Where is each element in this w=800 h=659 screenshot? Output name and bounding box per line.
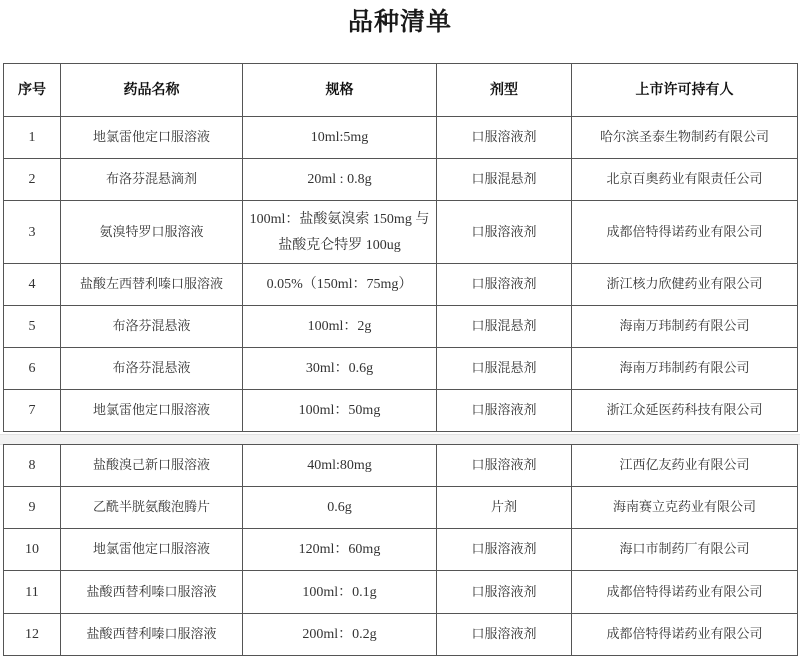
header-no: 序号 — [4, 64, 61, 117]
variety-table-part-1 — [3, 63, 798, 432]
cell-drug-name: 盐酸左西替利嗪口服溶液 — [61, 264, 243, 306]
table-row — [4, 445, 798, 487]
cell-drug-name: 地氯雷他定口服溶液 — [61, 390, 243, 432]
cell-dosage-form: 口服溶液剂 — [437, 117, 572, 159]
cell-drug-name: 盐酸西替利嗪口服溶液 — [61, 571, 243, 614]
table-row — [4, 529, 798, 571]
cell-dosage-form: 口服混悬剂 — [437, 306, 572, 348]
table-row — [4, 264, 798, 306]
table-row — [4, 159, 798, 201]
cell-drug-name: 盐酸西替利嗪口服溶液 — [61, 614, 243, 656]
cell-holder: 浙江众延医药科技有限公司 — [572, 390, 798, 432]
table-row — [4, 117, 798, 159]
cell-spec: 100ml：0.1g — [243, 571, 437, 614]
cell-spec: 20ml : 0.8g — [243, 159, 437, 201]
cell-drug-name: 乙酰半胱氨酸泡腾片 — [61, 487, 243, 529]
cell-spec: 120ml：60mg — [243, 529, 437, 571]
table-row — [4, 487, 798, 529]
cell-holder: 海口市制药厂有限公司 — [572, 529, 798, 571]
header-dosage-form: 剂型 — [437, 64, 572, 117]
cell-dosage-form: 口服混悬剂 — [437, 159, 572, 201]
cell-no: 1 — [4, 117, 61, 159]
cell-no: 7 — [4, 390, 61, 432]
cell-dosage-form: 口服溶液剂 — [437, 390, 572, 432]
cell-no: 2 — [4, 159, 61, 201]
cell-drug-name: 盐酸溴己新口服溶液 — [61, 445, 243, 487]
cell-holder: 哈尔滨圣泰生物制药有限公司 — [572, 117, 798, 159]
cell-holder: 成都倍特得诺药业有限公司 — [572, 201, 798, 264]
cell-holder: 成都倍特得诺药业有限公司 — [572, 614, 798, 656]
cell-no: 4 — [4, 264, 61, 306]
cell-dosage-form: 口服混悬剂 — [437, 348, 572, 390]
cell-no: 12 — [4, 614, 61, 656]
cell-dosage-form: 口服溶液剂 — [437, 201, 572, 264]
cell-drug-name: 布洛芬混悬滴剂 — [61, 159, 243, 201]
cell-holder: 海南万玮制药有限公司 — [572, 348, 798, 390]
cell-holder: 江西亿友药业有限公司 — [572, 445, 798, 487]
cell-drug-name: 地氯雷他定口服溶液 — [61, 529, 243, 571]
table-row — [4, 390, 798, 432]
cell-spec: 100ml：2g — [243, 306, 437, 348]
cell-spec: 200ml：0.2g — [243, 614, 437, 656]
cell-spec: 30ml：0.6g — [243, 348, 437, 390]
header-spec: 规格 — [243, 64, 437, 117]
cell-holder: 成都倍特得诺药业有限公司 — [572, 571, 798, 614]
table-row — [4, 348, 798, 390]
cell-dosage-form: 口服溶液剂 — [437, 529, 572, 571]
cell-no: 11 — [4, 571, 61, 614]
cell-drug-name: 布洛芬混悬液 — [61, 306, 243, 348]
cell-no: 8 — [4, 445, 61, 487]
cell-dosage-form: 口服溶液剂 — [437, 614, 572, 656]
cell-holder: 海南赛立克药业有限公司 — [572, 487, 798, 529]
cell-no: 10 — [4, 529, 61, 571]
cell-no: 5 — [4, 306, 61, 348]
cell-no: 6 — [4, 348, 61, 390]
variety-table-part-2 — [3, 444, 798, 656]
table-row — [4, 571, 798, 614]
cell-holder: 海南万玮制药有限公司 — [572, 306, 798, 348]
header-holder: 上市许可持有人 — [572, 64, 798, 117]
page-title: 品种清单 — [347, 7, 452, 36]
cell-dosage-form: 口服溶液剂 — [437, 571, 572, 614]
cell-spec: 40ml:80mg — [243, 445, 437, 487]
table-row — [4, 201, 798, 264]
cell-drug-name: 地氯雷他定口服溶液 — [61, 117, 243, 159]
cell-holder: 浙江核力欣健药业有限公司 — [572, 264, 798, 306]
cell-spec-line-2: 盐酸克仑特罗 100ug — [278, 237, 401, 253]
cell-spec: 100ml：50mg — [243, 390, 437, 432]
header-drug-name: 药品名称 — [61, 64, 243, 117]
table-row — [4, 614, 798, 656]
cell-dosage-form: 口服溶液剂 — [437, 445, 572, 487]
cell-holder: 北京百奥药业有限责任公司 — [572, 159, 798, 201]
cell-drug-name: 布洛芬混悬液 — [61, 348, 243, 390]
cell-spec — [243, 201, 437, 264]
cell-dosage-form: 口服溶液剂 — [437, 264, 572, 306]
cell-spec-line-1: 100ml：盐酸氨溴索 150mg 与 — [249, 211, 430, 227]
cell-no: 9 — [4, 487, 61, 529]
cell-spec: 0.6g — [243, 487, 437, 529]
table-row — [4, 306, 798, 348]
cell-drug-name: 氨溴特罗口服溶液 — [61, 201, 243, 264]
cell-no: 3 — [4, 201, 61, 264]
cell-spec: 10ml:5mg — [243, 117, 437, 159]
cell-dosage-form: 片剂 — [437, 487, 572, 529]
cell-spec: 0.05%（150ml：75mg） — [243, 264, 437, 306]
table-header-row — [4, 64, 798, 117]
